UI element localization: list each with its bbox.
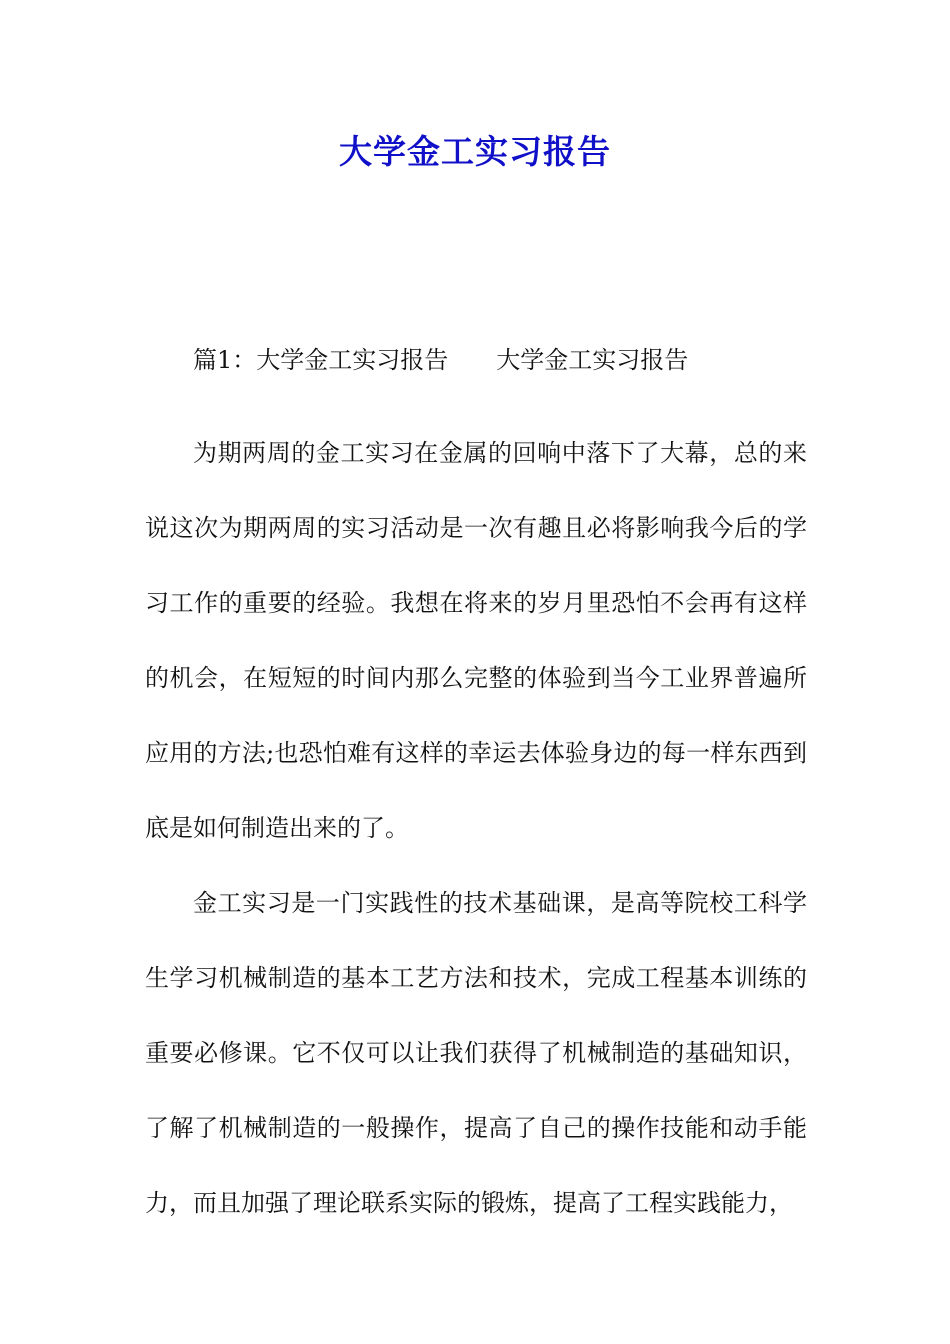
section-heading <box>145 340 807 380</box>
document-body <box>145 340 807 1241</box>
document-title: 大学金工实习报告 <box>339 132 611 171</box>
paragraph-1: 为期两周的金工实习在金属的回响中落下了大幕，总的来说这次为期两周的实习活动是一次有趣且必将影响我今后的学习工作的重要的经验。我想在将来的岁月里恐怕不会再有这样的机会，在短短的时间内那么完整的体验到当今工业界普遍所应用的方法;也恐怕难有这样的幸运去体验身边的每一样东西到底是如何制造出来的了。 <box>145 439 807 842</box>
section-heading-prefix: 篇1：大学金工实习报告 <box>193 346 449 374</box>
paragraph-2: 金工实习是一门实践性的技术基础课，是高等院校工科学生学习机械制造的基本工艺方法和技术，完成工程基本训练的重要必修课。它不仅可以让我们获得了机械制造的基础知识，了解了机械制造的一般操作，提高了自己的操作技能和动手能力，而且加强了理论联系实际的锻炼，提高了工程实践能力， <box>145 889 807 1217</box>
section-heading-suffix: 大学金工实习报告 <box>496 346 689 374</box>
